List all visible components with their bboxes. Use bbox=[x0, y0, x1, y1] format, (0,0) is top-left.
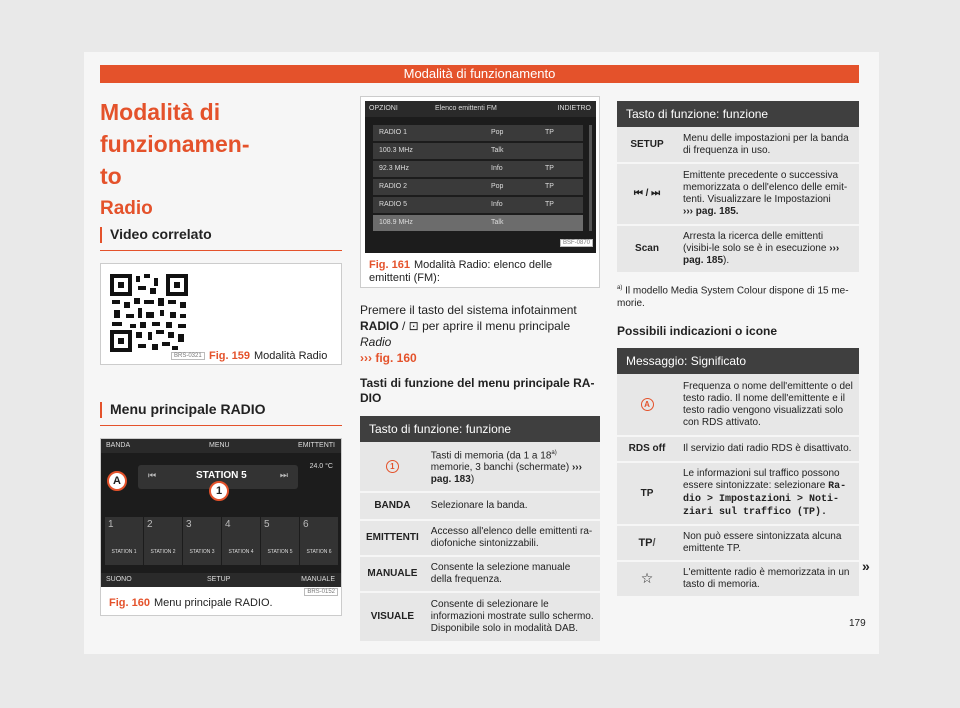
left-column bbox=[100, 96, 342, 616]
station-row[interactable]: RADIO 1 Pop TP bbox=[373, 125, 583, 141]
table-row: MANUALE Consente la selezione manuale della frequenza. bbox=[360, 556, 600, 592]
skip-icons: ⏮ / ⏭ bbox=[617, 163, 677, 225]
footnote bbox=[617, 282, 859, 310]
section-header-bar: Modalità di funzionamento bbox=[100, 65, 859, 83]
table-row: RDS off Il servizio dati radio RDS è disattivato. bbox=[617, 436, 859, 462]
figure-160 bbox=[100, 438, 342, 616]
title-line-2: to bbox=[100, 163, 122, 189]
radio-key: RADIO bbox=[360, 319, 399, 333]
table-header: Messaggio: Significato bbox=[617, 348, 859, 374]
preset-button[interactable]: 4 STATION 4 bbox=[222, 517, 260, 565]
subtitle-radio: Radio bbox=[100, 198, 153, 219]
emittenti-button[interactable]: EMITTENTI bbox=[298, 442, 335, 449]
preset-button[interactable]: 5 STATION 5 bbox=[261, 517, 299, 565]
intro-text-2: / ⊡ per aprire il menu principale bbox=[402, 319, 571, 333]
table-row: ⏮ / ⏭ Emittente precedente o successiva memorizzata o dell'elenco delle emit-tenti. Visualizzare le Impostazioni ››› pag. 185. bbox=[617, 163, 859, 225]
screen-top-bar bbox=[365, 101, 596, 117]
qr-code-image[interactable] bbox=[108, 272, 190, 354]
intro-text: Premere il tasto del sistema infotainment bbox=[360, 303, 577, 317]
table-row: Scan Arresta la ricerca delle emittenti (visibi-le solo se è in esecuzione ››› pag. 185). bbox=[617, 225, 859, 273]
message-table bbox=[617, 348, 859, 598]
table-row: A Frequenza o nome dell'emittente o del testo radio. Il nome dell'emittente e il testo radio vengono visualizzati solo con RDS attivato. bbox=[617, 374, 859, 436]
figure-code: BRS-0321 bbox=[171, 352, 205, 360]
intro-paragraph bbox=[360, 302, 600, 366]
station-name: STATION 5 bbox=[196, 470, 247, 481]
station-row[interactable]: RADIO 2 Pop TP bbox=[373, 179, 583, 195]
preset-button[interactable]: 6 STATION 6 bbox=[300, 517, 338, 565]
station-row-selected[interactable]: 108.9 MHz Talk bbox=[373, 215, 583, 231]
footnote-mark: a) bbox=[617, 285, 623, 291]
footnote-text: Il modello Media System Colour dispone di 15 me-morie. bbox=[617, 285, 849, 310]
figure-159 bbox=[100, 263, 342, 365]
preset-button[interactable]: 3 STATION 3 bbox=[183, 517, 221, 565]
station-row[interactable]: 100.3 MHz Talk bbox=[373, 143, 583, 159]
list-title: Elenco emittenti FM bbox=[435, 105, 497, 112]
caption-text: Menu principale RADIO. bbox=[153, 597, 273, 609]
temperature-readout: 24.0 °C bbox=[309, 463, 333, 470]
figure-160-caption bbox=[109, 597, 273, 609]
figure-code: BSF-0870 bbox=[560, 239, 593, 247]
figure-161-caption bbox=[369, 259, 591, 285]
figure-number: Fig. 160 bbox=[109, 597, 150, 609]
screen-top-bar bbox=[101, 439, 341, 453]
station-row[interactable]: 92.3 MHz Info TP bbox=[373, 161, 583, 177]
preset-button[interactable]: 2 STATION 2 bbox=[144, 517, 182, 565]
table-row: BANDA Selezionare la banda. bbox=[360, 492, 600, 520]
menu-button[interactable]: MENU bbox=[209, 442, 230, 449]
indietro-button[interactable]: INDIETRO bbox=[557, 105, 591, 112]
middle-column bbox=[360, 96, 600, 643]
station-row[interactable]: RADIO 5 Info TP bbox=[373, 197, 583, 213]
table-header: Tasto di funzione: funzione bbox=[617, 101, 859, 127]
continue-mark: » bbox=[862, 558, 870, 574]
function-table bbox=[360, 416, 600, 643]
video-heading: Video correlato bbox=[100, 226, 342, 251]
screen-bottom-bar bbox=[101, 573, 341, 587]
memory-key-icon: 1 bbox=[386, 460, 399, 473]
title-line-1: Modalità di funzionamen- bbox=[100, 99, 250, 157]
table-row: ☆ L'emittente radio è memorizzata in un tasto di memoria. bbox=[617, 561, 859, 597]
page-title bbox=[100, 96, 342, 192]
callout-a-icon: A bbox=[641, 398, 654, 411]
table-row: 1 Tasti di memoria (da 1 a 18$^{a)}$ memorie, 3 banchi (schermate) ››› pag. 183) bbox=[360, 442, 600, 492]
figure-reference[interactable]: ››› fig. 160 bbox=[360, 351, 417, 365]
menu-heading: Menu principale RADIO bbox=[100, 401, 342, 426]
next-icon[interactable]: ⏭ bbox=[279, 470, 288, 480]
right-column bbox=[617, 101, 859, 598]
callout-a: A bbox=[107, 471, 127, 491]
tp-off-icon: TP/ bbox=[638, 536, 656, 549]
suono-button[interactable]: SUONO bbox=[106, 576, 132, 583]
figure-159-caption bbox=[209, 350, 327, 362]
table-row: TP Le informazioni sul traffico possono essere sintonizzate: selezionare Ra-dio > Impostazioni > Noti-ziari sul traffico (TP). bbox=[617, 462, 859, 525]
callout-1: 1 bbox=[209, 481, 229, 501]
figure-code: BRS-0152 bbox=[304, 588, 338, 596]
preset-button[interactable]: 1 STATION 1 bbox=[105, 517, 143, 565]
table-row: TP/ Non può essere sintonizzata alcuna emittente TP. bbox=[617, 525, 859, 561]
caption-text: Modalità Radio: elenco delle emittenti (FM): bbox=[369, 259, 553, 284]
scrollbar[interactable] bbox=[589, 125, 592, 231]
star-icon: ☆ bbox=[640, 569, 654, 586]
indicators-heading: Possibili indicazioni o icone bbox=[617, 324, 778, 339]
radio-main-screen bbox=[101, 439, 341, 587]
figure-number: Fig. 161 bbox=[369, 259, 410, 271]
table-row: SETUP Menu delle impostazioni per la banda di frequenza in uso. bbox=[617, 127, 859, 163]
intro-radio: Radio bbox=[360, 335, 392, 349]
page-number: 179 bbox=[849, 618, 866, 629]
fm-list-screen bbox=[365, 101, 596, 253]
table-row: EMITTENTI Accesso all'elenco delle emittenti ra-diofoniche sintonizzabili. bbox=[360, 520, 600, 556]
function-table-continued bbox=[617, 101, 859, 274]
figure-number: Fig. 159 bbox=[209, 350, 250, 362]
manuale-button[interactable]: MANUALE bbox=[301, 576, 335, 583]
setup-button[interactable]: SETUP bbox=[207, 576, 231, 583]
table-header: Tasto di funzione: funzione bbox=[360, 416, 600, 442]
banda-button[interactable]: BANDA bbox=[106, 442, 131, 449]
figure-161 bbox=[360, 96, 600, 288]
opzioni-button[interactable]: OPZIONI bbox=[369, 105, 398, 112]
prev-icon[interactable]: ⏮ bbox=[148, 470, 157, 480]
functions-heading: Tasti di funzione del menu principale RA-DIO bbox=[360, 376, 595, 405]
caption-text: Modalità Radio bbox=[253, 350, 328, 362]
table-row: VISUALE Consente di selezionare le informazioni mostrate sullo schermo. Disponibile solo in modalità DAB. bbox=[360, 592, 600, 642]
